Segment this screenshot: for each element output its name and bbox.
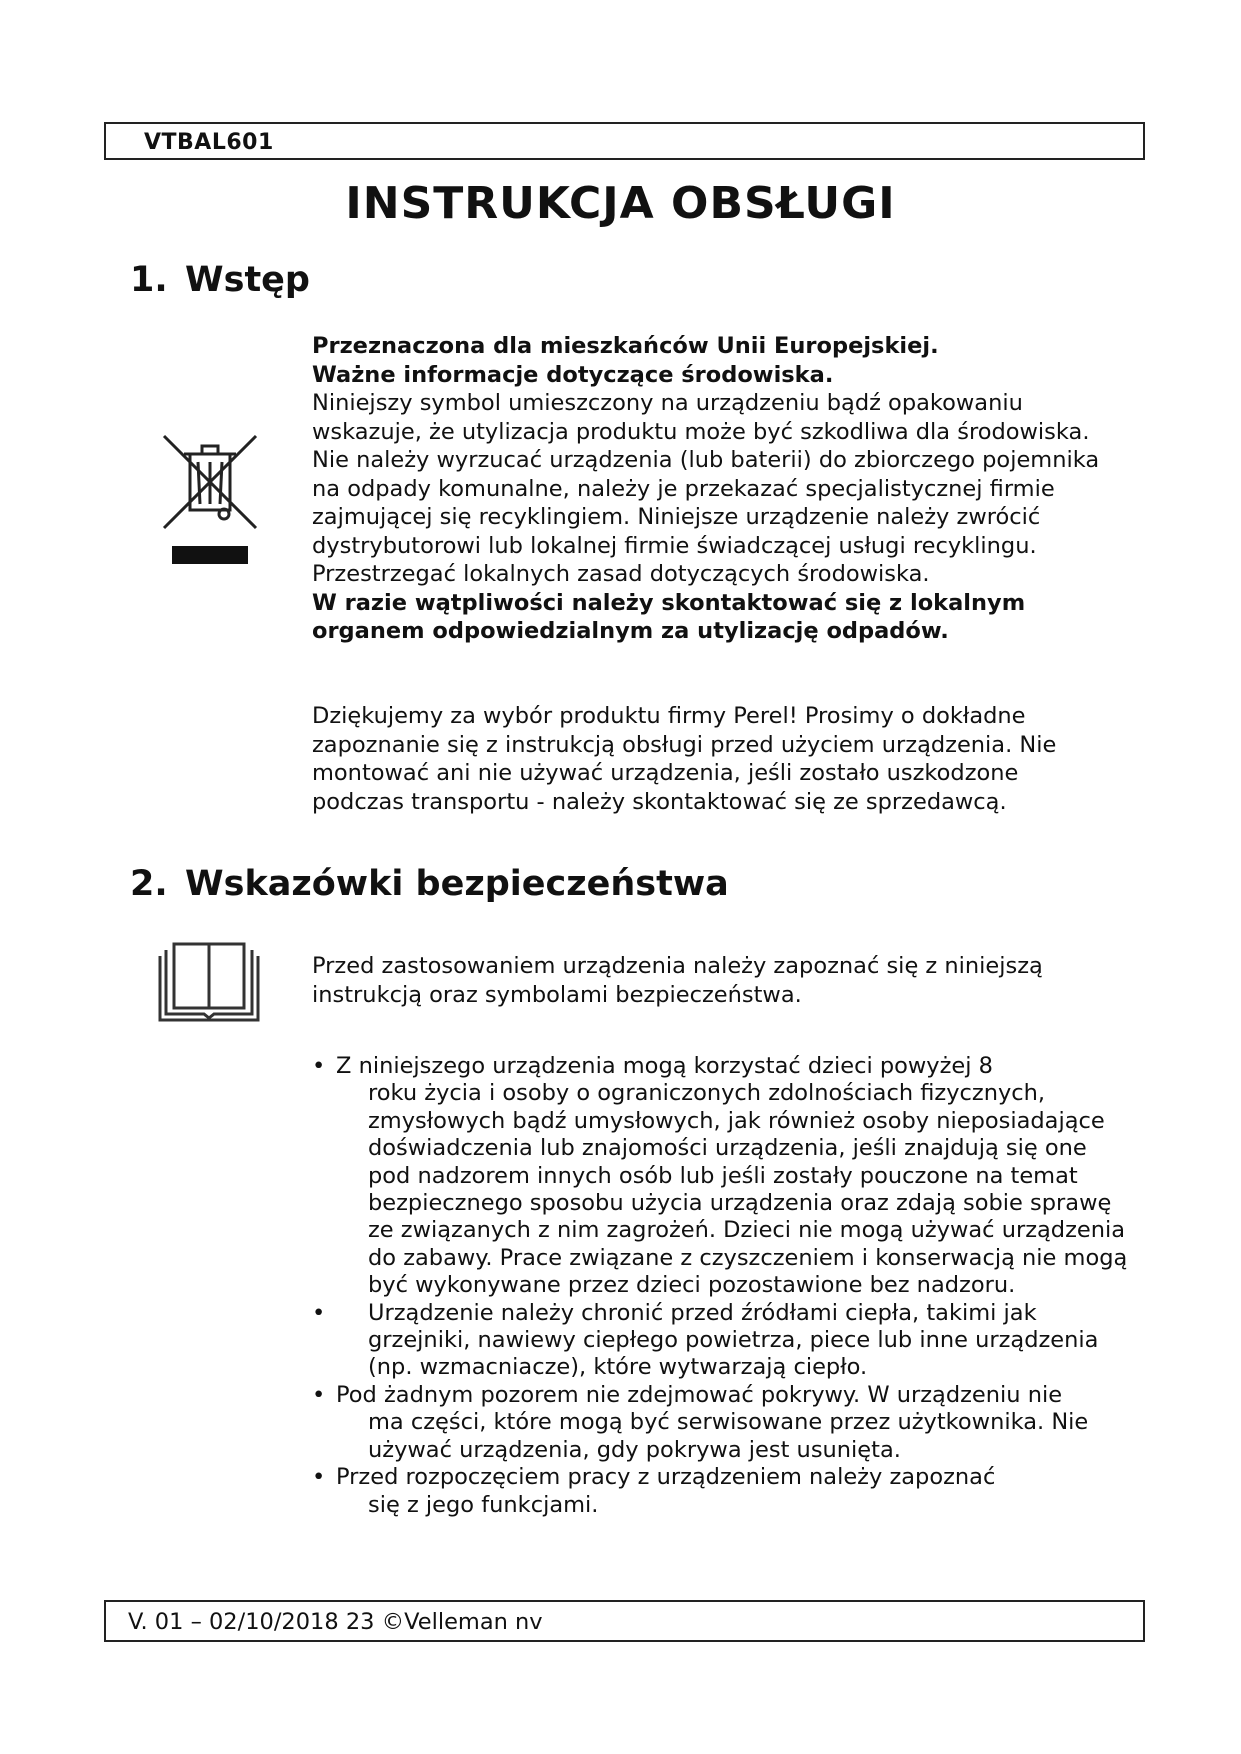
safety-intro-text: Przed zastosowaniem urządzenia należy zapoznać się z niniejszą instrukcją oraz symbolami bezpieczeństwa. (312, 953, 1043, 1008)
section-2-number: 2. (130, 864, 168, 904)
bullet-first-line: Pod żadnym pozorem nie zdejmować pokrywy. W urządzeniu nie (336, 1381, 1063, 1408)
env-text: Niniejszy symbol umieszczony na urządzeniu bądź opakowaniu wskazuje, że utylizacja produktu może być szkodliwa dla środowiska. Nie należy wyrzucać urządzenia (lub baterii) do zbiorczego pojemnika na odpady komunalne, należy je przekazać specjalistycznej firmie zajmującej się recyklingiem. Niniejsze urządzenie należy zwrócić dystrybutorowi lub lokalnej firmie świadczącej usługi recyklingu. Przestrzegać lokalnych zasad dotyczących środowiska. (312, 390, 1100, 587)
bullet-continuation: grzejniki, nawiewy ciepłego powietrza, piece lub inne urządzenia (np. wzmacniacze), które wytwarzają ciepło. (368, 1327, 1099, 1381)
header-box (104, 122, 1145, 160)
bullet-first-line: Urządzenie należy chronić przed źródłami ciepła, takimi jak (368, 1299, 1037, 1326)
section-1-heading (130, 260, 310, 300)
bullet-continuation: ma części, które mogą być serwisowane przez użytkownika. Nie używać urządzenia, gdy pokrywa jest usunięta. (368, 1409, 1089, 1463)
bullet-continuation: roku życia i osoby o ograniczonych zdolnościach fizycznych, zmysłowych bądź umysłowych, jak również osoby nieposiadające doświadczenia lub znajomości urządzenia, jeśli znajdują się one pod nadzorem innych osób lub jeśli zostały pouczone na temat bezpiecznego sposobu użycia urządzenia oraz zdają sobie sprawę ze związanych z nim zagrożeń. Dzieci nie mogą używać urządzenia do zabawy. Prace związane z czyszczeniem i konserwacją nie mogą być wykonywane przez dzieci pozostawione bez nadzoru. (368, 1080, 1128, 1299)
list-item (312, 1464, 1132, 1519)
bullet-first-line: Z niniejszego urządzenia mogą korzystać dzieci powyżej 8 (336, 1053, 993, 1079)
bullet-dot: • (312, 1299, 326, 1326)
read-manual-book-icon (156, 940, 262, 1024)
bullet-dot: • (312, 1053, 326, 1079)
thanks-text: Dziękujemy za wybór produktu firmy Perel! Prosimy o dokładne zapoznanie się z instrukcją obsługi przed użyciem urządzenia. Nie montować ani nie używać urządzenia, jeśli zostało uszkodzone podczas transportu - należy skontaktować się ze sprzedawcą. (312, 703, 1057, 815)
footer-box (104, 1600, 1145, 1642)
environment-info (312, 332, 1112, 646)
weee-crossed-bin-icon (158, 432, 262, 572)
section-1-title: Wstęp (185, 260, 310, 300)
safety-bullet-list (312, 1053, 1132, 1519)
safety-intro (312, 952, 1112, 1009)
env-bold-line-2: Ważne informacje dotyczące środowiska. (312, 361, 834, 388)
model-number: VTBAL601 (144, 130, 274, 155)
list-item (312, 1300, 1132, 1382)
list-item (312, 1382, 1132, 1464)
list-item (312, 1053, 1132, 1300)
footer-text: V. 01 – 02/10/2018 23 ©Velleman nv (128, 1609, 543, 1635)
section-2-title: Wskazówki bezpieczeństwa (185, 864, 729, 904)
bullet-first-line: Przed rozpoczęciem pracy z urządzeniem należy zapoznać (336, 1464, 996, 1491)
bullet-dot: • (312, 1381, 326, 1408)
env-bold-line-3: W razie wątpliwości należy skontaktować się z lokalnym organem odpowiedzialnym za utylizację odpadów. (312, 589, 1026, 644)
section-1-number: 1. (130, 260, 168, 300)
bullet-continuation: się z jego funkcjami. (368, 1491, 599, 1518)
env-bold-line-1: Przeznaczona dla mieszkańców Unii Europejskiej. (312, 333, 939, 359)
thanks-paragraph (312, 702, 1112, 816)
section-2-heading (130, 864, 729, 904)
document-title: INSTRUKCJA OBSŁUGI (345, 178, 896, 229)
bullet-dot: • (312, 1464, 326, 1491)
